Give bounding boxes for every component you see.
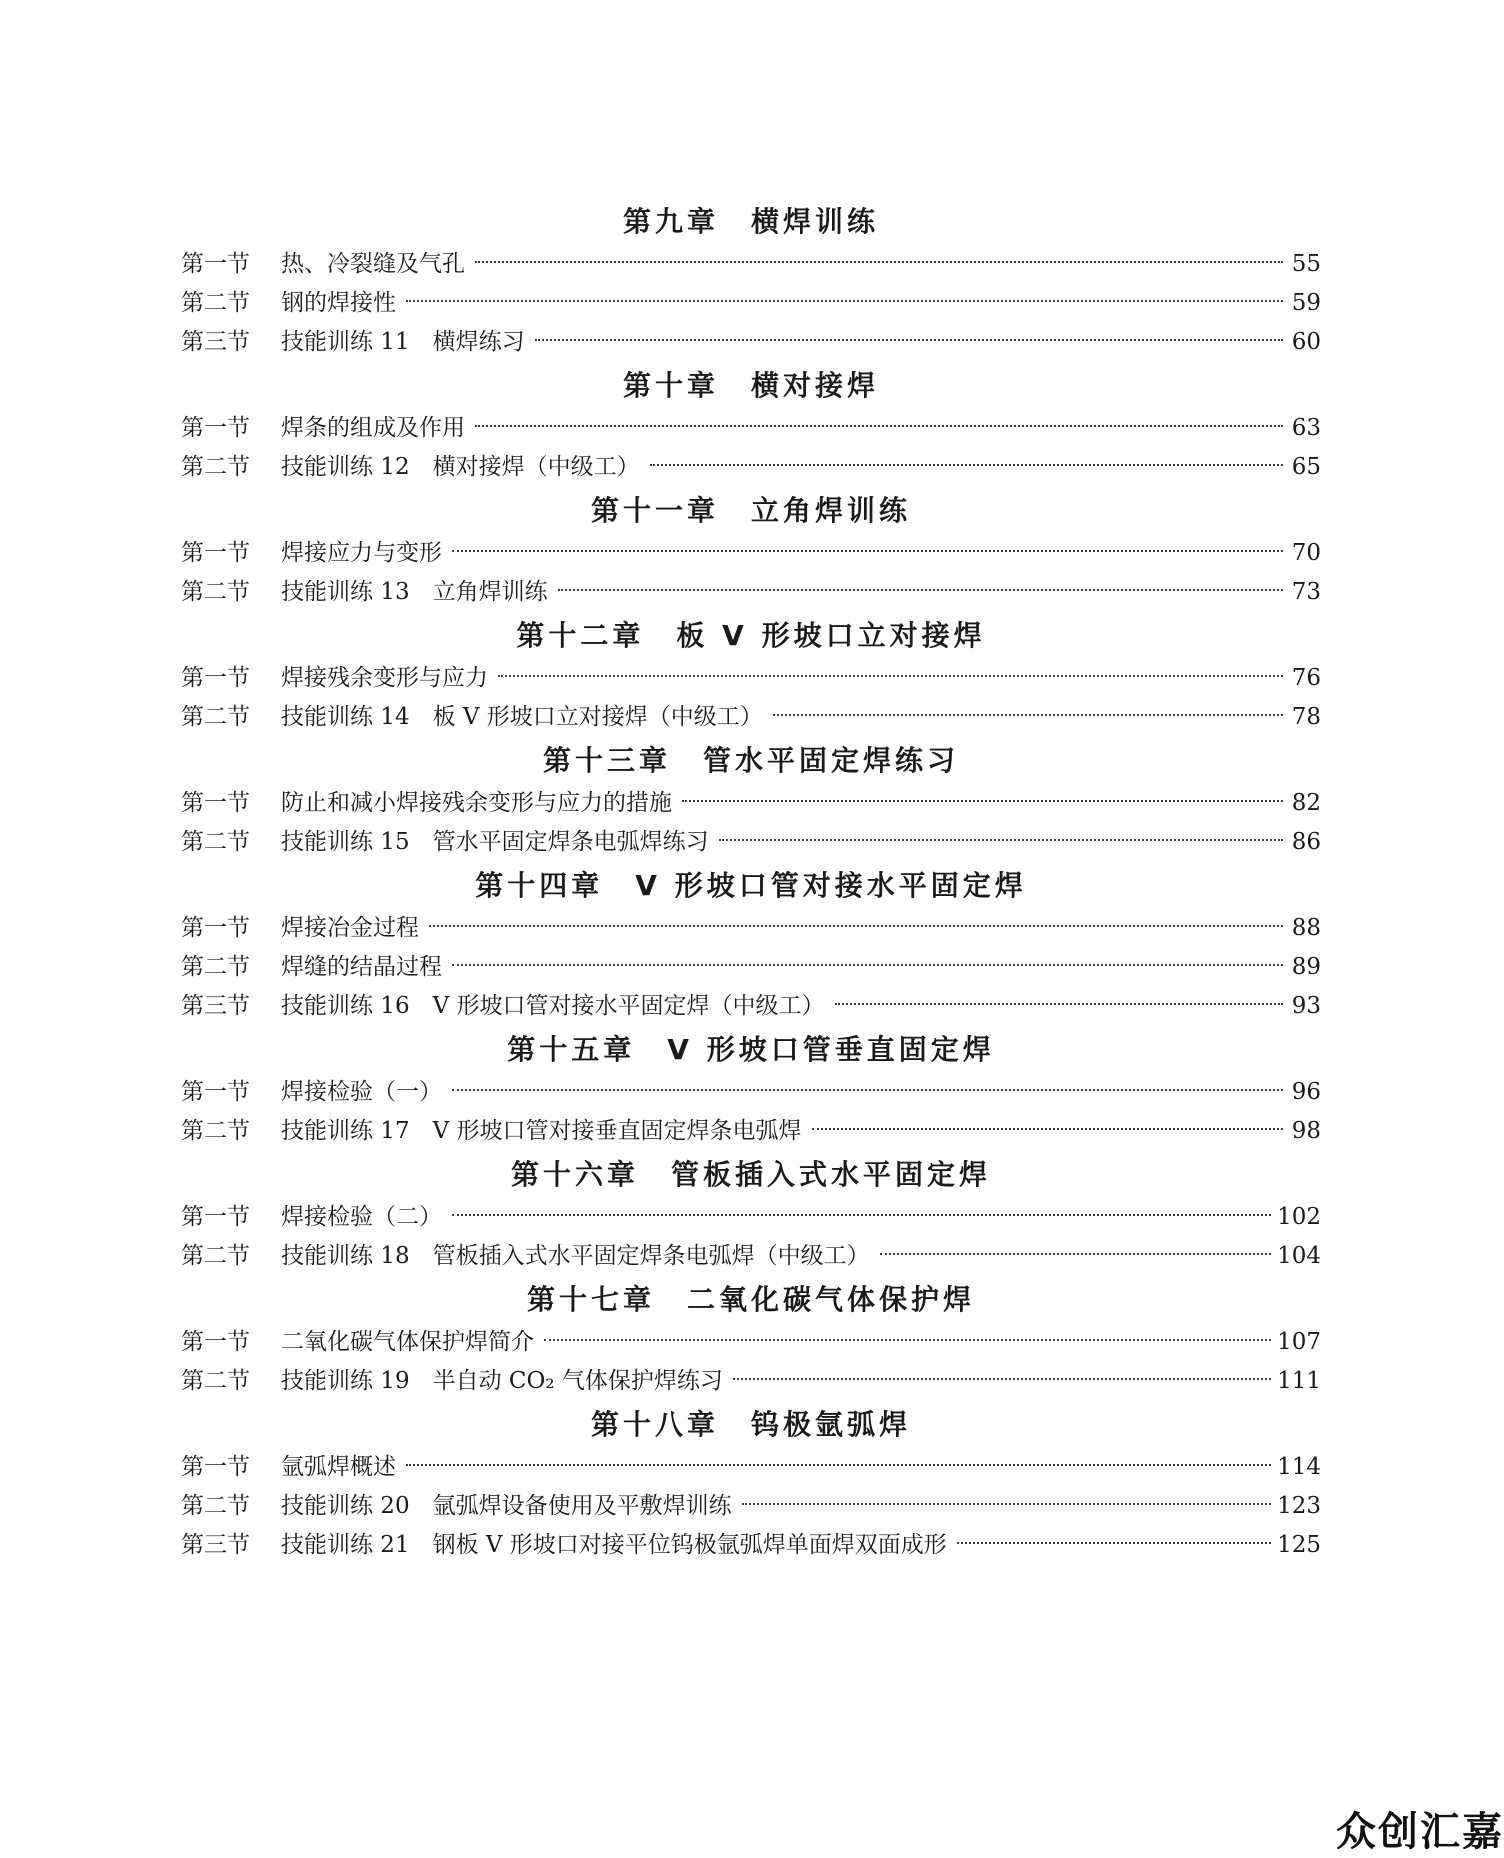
- section-title: 技能训练 12 横对接焊（中级工）: [281, 454, 640, 480]
- toc-entry[interactable]: [181, 448, 1321, 487]
- section-label: 第一节: [181, 1079, 250, 1105]
- chapter-title: 第十六章 管板插入式水平固定焊: [510, 1158, 991, 1191]
- page-number: 76: [1291, 665, 1321, 691]
- toc-entry[interactable]: [181, 659, 1321, 698]
- section-title: 技能训练 14 板 V 形坡口立对接焊（中级工）: [281, 704, 763, 730]
- section-title: 技能训练 18 管板插入式水平固定焊条电弧焊（中级工）: [281, 1243, 870, 1269]
- page-number: 98: [1291, 1118, 1321, 1144]
- dot-leader: [406, 1464, 1271, 1466]
- section-title: 焊接检验（二）: [281, 1204, 442, 1230]
- toc-entry[interactable]: [181, 1362, 1321, 1401]
- page-number: 63: [1291, 415, 1321, 441]
- chapter-15: [181, 1026, 1321, 1151]
- section-label: 第二节: [181, 579, 250, 605]
- dot-leader: [742, 1503, 1272, 1505]
- section-label: 第一节: [181, 1329, 250, 1355]
- section-title: 钢的焊接性: [281, 290, 396, 316]
- dot-leader: [812, 1128, 1284, 1130]
- toc-entry[interactable]: [181, 823, 1321, 862]
- section-label: 第二节: [181, 1493, 250, 1519]
- section-label: 第一节: [181, 540, 250, 566]
- toc-entry[interactable]: [181, 1526, 1321, 1565]
- dot-leader: [558, 589, 1283, 591]
- page-number: 107: [1277, 1329, 1321, 1355]
- page-number: 114: [1277, 1454, 1321, 1480]
- chapter-9: [181, 198, 1321, 362]
- section-title: 技能训练 13 立角焊训练: [281, 579, 548, 605]
- section-title: 防止和减小焊接残余变形与应力的措施: [281, 790, 672, 816]
- dot-leader: [452, 550, 1283, 552]
- toc-entry[interactable]: [181, 1112, 1321, 1151]
- section-title: 二氧化碳气体保护焊简介: [281, 1329, 534, 1355]
- section-label: 第二节: [181, 290, 250, 316]
- dot-leader: [773, 714, 1283, 716]
- section-title: 技能训练 11 横焊练习: [281, 329, 525, 355]
- section-label: 第三节: [181, 329, 250, 355]
- page-number: 89: [1291, 954, 1321, 980]
- section-title: 技能训练 19 半自动 CO₂ 气体保护焊练习: [281, 1368, 723, 1394]
- dot-leader: [452, 1089, 1283, 1091]
- toc-entry[interactable]: [181, 1073, 1321, 1112]
- toc-entry[interactable]: [181, 1487, 1321, 1526]
- section-label: 第一节: [181, 665, 250, 691]
- toc-entry[interactable]: [181, 698, 1321, 737]
- section-title: 焊接应力与变形: [281, 540, 442, 566]
- page-number: 59: [1291, 290, 1321, 316]
- section-label: 第二节: [181, 829, 250, 855]
- section-label: 第二节: [181, 1118, 250, 1144]
- section-title: 技能训练 20 氩弧焊设备使用及平敷焊训练: [281, 1493, 732, 1519]
- toc-entry[interactable]: [181, 284, 1321, 323]
- chapter-14: [181, 862, 1321, 1026]
- section-label: 第二节: [181, 954, 250, 980]
- section-label: 第一节: [181, 1204, 250, 1230]
- chapter-title: 第十一章 立角焊训练: [590, 494, 911, 527]
- dot-leader: [475, 425, 1283, 427]
- section-title: 氩弧焊概述: [281, 1454, 396, 1480]
- page-number: 111: [1277, 1368, 1321, 1394]
- chapter-title: 第十二章 板 V 形坡口立对接焊: [516, 619, 986, 652]
- dot-leader: [475, 261, 1283, 263]
- section-title: 技能训练 16 V 形坡口管对接水平固定焊（中级工）: [281, 993, 825, 1019]
- chapter-title: 第十章 横对接焊: [622, 369, 879, 402]
- dot-leader: [957, 1542, 1271, 1544]
- section-title: 焊接冶金过程: [281, 915, 419, 941]
- toc-entry[interactable]: [181, 1198, 1321, 1237]
- page-number: 104: [1277, 1243, 1321, 1269]
- section-label: 第一节: [181, 415, 250, 441]
- section-title: 技能训练 17 V 形坡口管对接垂直固定焊条电弧焊: [281, 1118, 802, 1144]
- chapter-title: 第十四章 V 形坡口管对接水平固定焊: [475, 869, 1027, 902]
- chapter-16: [181, 1151, 1321, 1276]
- table-of-contents: [181, 198, 1321, 1565]
- toc-entry[interactable]: [181, 784, 1321, 823]
- section-title: 焊接检验（一）: [281, 1079, 442, 1105]
- section-label: 第二节: [181, 454, 250, 480]
- chapter-title: 第十五章 V 形坡口管垂直固定焊: [507, 1033, 995, 1066]
- section-title: 焊条的组成及作用: [281, 415, 465, 441]
- dot-leader: [835, 1003, 1284, 1005]
- dot-leader: [429, 925, 1283, 927]
- toc-entry[interactable]: [181, 323, 1321, 362]
- section-label: 第二节: [181, 1243, 250, 1269]
- chapter-13: [181, 737, 1321, 862]
- chapter-17: [181, 1276, 1321, 1401]
- section-title: 热、冷裂缝及气孔: [281, 251, 465, 277]
- page-number: 88: [1291, 915, 1321, 941]
- chapter-title: 第十八章 钨极氩弧焊: [590, 1408, 911, 1441]
- dot-leader: [719, 839, 1283, 841]
- toc-entry[interactable]: [181, 909, 1321, 948]
- section-label: 第三节: [181, 993, 250, 1019]
- dot-leader: [498, 675, 1283, 677]
- section-label: 第一节: [181, 790, 250, 816]
- toc-entry[interactable]: [181, 948, 1321, 987]
- chapter-10: [181, 362, 1321, 487]
- page-number: 60: [1291, 329, 1321, 355]
- chapter-11: [181, 487, 1321, 612]
- page-number: 82: [1291, 790, 1321, 816]
- dot-leader: [733, 1378, 1271, 1380]
- toc-entry[interactable]: [181, 1323, 1321, 1362]
- chapter-12: [181, 612, 1321, 737]
- dot-leader: [880, 1253, 1272, 1255]
- page-number: 93: [1291, 993, 1321, 1019]
- section-title: 技能训练 21 钢板 V 形坡口对接平位钨极氩弧焊单面焊双面成形: [281, 1532, 947, 1558]
- chapter-title: 第十三章 管水平固定焊练习: [542, 744, 959, 777]
- toc-entry[interactable]: [181, 409, 1321, 448]
- dot-leader: [452, 964, 1283, 966]
- toc-entry[interactable]: [181, 573, 1321, 612]
- section-title: 焊缝的结晶过程: [281, 954, 442, 980]
- toc-entry[interactable]: [181, 1448, 1321, 1487]
- dot-leader: [544, 1339, 1271, 1341]
- page-number: 65: [1291, 454, 1321, 480]
- toc-entry[interactable]: [181, 534, 1321, 573]
- section-label: 第二节: [181, 1368, 250, 1394]
- page-number: 96: [1291, 1079, 1321, 1105]
- page-number: 78: [1291, 704, 1321, 730]
- section-label: 第一节: [181, 1454, 250, 1480]
- page-number: 86: [1291, 829, 1321, 855]
- page-number: 70: [1291, 540, 1321, 566]
- toc-entry[interactable]: [181, 987, 1321, 1026]
- chapter-18: [181, 1401, 1321, 1565]
- toc-entry[interactable]: [181, 245, 1321, 284]
- page-number: 73: [1291, 579, 1321, 605]
- section-title: 焊接残余变形与应力: [281, 665, 488, 691]
- section-label: 第一节: [181, 251, 250, 277]
- page-number: 55: [1291, 251, 1321, 277]
- toc-entry[interactable]: [181, 1237, 1321, 1276]
- dot-leader: [650, 464, 1283, 466]
- dot-leader: [535, 339, 1283, 341]
- section-label: 第一节: [181, 915, 250, 941]
- watermark-logo: 众创汇嘉: [1336, 1809, 1504, 1855]
- section-label: 第二节: [181, 704, 250, 730]
- page-number: 123: [1277, 1493, 1321, 1519]
- dot-leader: [406, 300, 1283, 302]
- chapter-title: 第九章 横焊训练: [622, 205, 879, 238]
- section-title: 技能训练 15 管水平固定焊条电弧焊练习: [281, 829, 709, 855]
- dot-leader: [452, 1214, 1271, 1216]
- page-number: 102: [1277, 1204, 1321, 1230]
- page-number: 125: [1277, 1532, 1321, 1558]
- dot-leader: [682, 800, 1283, 802]
- section-label: 第三节: [181, 1532, 250, 1558]
- chapter-title: 第十七章 二氧化碳气体保护焊: [526, 1283, 975, 1316]
